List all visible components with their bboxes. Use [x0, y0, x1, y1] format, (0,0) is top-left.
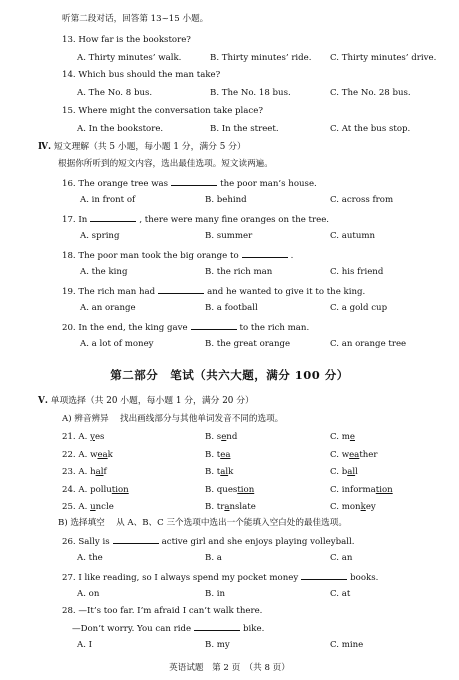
- q24-option-b: [205, 485, 254, 496]
- second-dialogue-intro: 听第二段对话，回答第 13~15 小题。: [62, 14, 209, 24]
- q16-option-c: C. across from: [330, 195, 394, 205]
- q22-option-a: [62, 450, 113, 461]
- q22-option-b: [205, 450, 230, 461]
- q25-number: 25. A.: [62, 502, 88, 512]
- question-15: 15. Where might the conversation take place?: [62, 106, 263, 116]
- q23-option-a: [62, 467, 107, 478]
- q27-option-a: A. on: [77, 589, 100, 599]
- word-part: nd: [226, 432, 238, 442]
- q18-text-pre: 18. The poor man took the big orange to: [62, 251, 239, 261]
- word-part: pollu: [90, 485, 112, 495]
- q13-option-c: C. Thirty minutes’ drive.: [330, 53, 437, 63]
- q23-number: 23. A.: [62, 467, 88, 477]
- word-part: B. ques: [205, 485, 238, 495]
- q19-text-pre: 19. The rich man had: [62, 287, 156, 297]
- word-part: f: [103, 467, 107, 477]
- q20-option-a: A. a lot of money: [80, 339, 154, 349]
- q28-option-c: C. mine: [330, 640, 364, 650]
- q17-text-post: , there were many fine oranges on the tree.: [139, 215, 330, 225]
- q21-option-a: [62, 432, 104, 443]
- answer-blank: [90, 213, 136, 222]
- underlined-part: tion: [111, 485, 129, 495]
- q14-option-c: C. The No. 28 bus.: [330, 88, 411, 98]
- question-13: 13. How far is the bookstore?: [62, 35, 191, 45]
- q22-option-c: [330, 450, 378, 461]
- q21-option-b: [205, 432, 237, 443]
- q27-text-post: books.: [350, 573, 379, 583]
- q16-option-b: B. behind: [205, 195, 247, 205]
- question-18: [62, 249, 293, 262]
- answer-blank: [194, 622, 240, 631]
- question-28-line-2: [72, 622, 264, 635]
- section-4-header: [38, 142, 246, 153]
- section-5-title: 单项选择（共 20 小题，每小题 1 分，满分 20 分）: [50, 396, 254, 406]
- word-part: C. b: [330, 467, 348, 477]
- q20-option-c: C. an orange tree: [330, 339, 407, 349]
- subsection-b-instruction: B) 选择填空 从 A、B、C 三个选项中选出一个能填入空白处的最佳选项。: [58, 518, 347, 528]
- answer-blank: [113, 535, 159, 544]
- q20-option-b: B. the great orange: [205, 339, 291, 349]
- q17-option-a: A. spring: [80, 231, 120, 241]
- q26-text-pre: 26. Sally is: [62, 537, 110, 547]
- question-20: [62, 321, 309, 334]
- q19-option-c: C. a gold cup: [330, 303, 388, 313]
- word-part: w: [90, 450, 98, 460]
- q15-option-b: B. In the street.: [210, 124, 279, 134]
- q15-option-c: C. At the bus stop.: [330, 124, 411, 134]
- answer-blank: [301, 571, 347, 580]
- q19-option-b: B. a football: [205, 303, 258, 313]
- underlined-part: ea: [349, 450, 360, 460]
- q28-text-post: bike.: [243, 624, 265, 634]
- q22-number: 22. A.: [62, 450, 88, 460]
- q27-option-b: B. in: [205, 589, 226, 599]
- q18-option-a: A. the king: [80, 267, 128, 277]
- answer-blank: [242, 249, 288, 258]
- q28-text-pre: —Don’t worry. You can ride: [72, 624, 192, 634]
- word-part: B. t: [205, 450, 221, 460]
- underlined-part: ea: [97, 450, 108, 460]
- q16-text-post: the poor man’s house.: [220, 179, 317, 189]
- q18-option-c: C. his friend: [330, 267, 384, 277]
- underlined-part: al: [95, 467, 104, 477]
- q26-text-post: active girl and she enjoys playing volleyball.: [161, 537, 355, 547]
- section-4-numeral: Ⅳ.: [38, 142, 52, 152]
- answer-blank: [171, 177, 217, 186]
- q17-option-b: B. summer: [205, 231, 253, 241]
- q27-option-c: C. at: [330, 589, 351, 599]
- underlined-part: al: [220, 467, 229, 477]
- q25-option-a: [62, 502, 114, 513]
- q23-option-b: [205, 467, 233, 478]
- question-16: [62, 177, 317, 190]
- word-part: k: [228, 467, 234, 477]
- underlined-part: ea: [220, 450, 231, 460]
- underlined-part: k: [360, 502, 366, 512]
- q28-option-b: B. my: [205, 640, 230, 650]
- q26-option-b: B. a: [205, 553, 222, 563]
- q15-option-a: A. In the bookstore.: [77, 124, 164, 134]
- answer-blank: [191, 321, 237, 330]
- question-26: [62, 535, 354, 548]
- part-2-title: 第二部分 笔试（共六大题，满分 100 分）: [110, 368, 349, 382]
- section-5-header: [38, 396, 254, 407]
- underlined-part: tion: [375, 485, 393, 495]
- underlined-part: al: [347, 467, 356, 477]
- question-19: [62, 285, 365, 298]
- underlined-part: e: [349, 432, 355, 442]
- word-part: C. m: [330, 432, 350, 442]
- q25-option-c: [330, 502, 376, 513]
- subsection-a-instruction: A) 辨音辨异 找出画线部分与其他单词发音不同的选项。: [62, 414, 284, 424]
- underlined-part: u: [90, 502, 96, 512]
- section-5-numeral: Ⅴ.: [38, 396, 48, 406]
- q14-option-a: A. The No. 8 bus.: [77, 88, 153, 98]
- word-part: h: [90, 467, 96, 477]
- q24-option-c: [330, 485, 393, 496]
- word-part: l: [355, 467, 358, 477]
- q14-option-b: B. The No. 18 bus.: [210, 88, 291, 98]
- q19-text-post: and he wanted to give it to the king.: [207, 287, 366, 297]
- word-part: B. s: [205, 432, 222, 442]
- q16-option-a: A. in front of: [80, 195, 136, 205]
- q26-option-a: A. the: [77, 553, 103, 563]
- q21-option-c: [330, 432, 355, 443]
- q28-option-a: A. I: [77, 640, 93, 650]
- q25-option-b: [205, 502, 256, 513]
- word-part: nslate: [229, 502, 256, 512]
- section-4-instruction: 根据你所听到的短文内容，选出最佳选项。短文读两遍。: [58, 159, 273, 169]
- question-27: [62, 571, 378, 584]
- word-part: ther: [359, 450, 378, 460]
- q24-option-a: [62, 485, 129, 496]
- q13-option-a: A. Thirty minutes’ walk.: [77, 53, 182, 63]
- q16-text-pre: 16. The orange tree was: [62, 179, 169, 189]
- q21-number: 21. A.: [62, 432, 88, 442]
- underlined-part: tion: [237, 485, 255, 495]
- q13-option-b: B. Thirty minutes’ ride.: [210, 53, 312, 63]
- q20-text-post: to the rich man.: [239, 323, 310, 333]
- answer-blank: [158, 285, 204, 294]
- underlined-part: e: [221, 432, 227, 442]
- word-part: k: [107, 450, 113, 460]
- word-part: C. informa: [330, 485, 376, 495]
- q26-option-c: C. an: [330, 553, 353, 563]
- q17-option-c: C. autumn: [330, 231, 376, 241]
- q24-number: 24. A.: [62, 485, 88, 495]
- underlined-part: y: [90, 432, 95, 442]
- word-part: C. mon: [330, 502, 361, 512]
- q17-text-pre: 17. In: [62, 215, 88, 225]
- word-part: B. t: [205, 467, 221, 477]
- q27-text-pre: 27. I like reading, so I always spend my pocket money: [62, 573, 299, 583]
- word-part: C. w: [330, 450, 350, 460]
- q18-text-post: .: [290, 251, 294, 261]
- q19-option-a: A. an orange: [80, 303, 136, 313]
- q18-option-b: B. the rich man: [205, 267, 273, 277]
- q23-option-c: [330, 467, 358, 478]
- page-footer: 英语试题 第 2 页 （共 8 页）: [169, 663, 290, 673]
- section-4-title: 短文理解（共 5 小题，每小题 1 分，满分 5 分）: [53, 142, 246, 152]
- word-part: B. tr: [205, 502, 225, 512]
- word-part: ey: [365, 502, 376, 512]
- underlined-part: a: [224, 502, 230, 512]
- q20-text-pre: 20. In the end, the king gave: [62, 323, 188, 333]
- word-part: es: [94, 432, 105, 442]
- question-28-line-1: 28. —It’s too far. I’m afraid I can’t walk there.: [62, 606, 263, 616]
- question-17: [62, 213, 329, 226]
- word-part: ncle: [95, 502, 114, 512]
- question-14: 14. Which bus should the man take?: [62, 70, 221, 80]
